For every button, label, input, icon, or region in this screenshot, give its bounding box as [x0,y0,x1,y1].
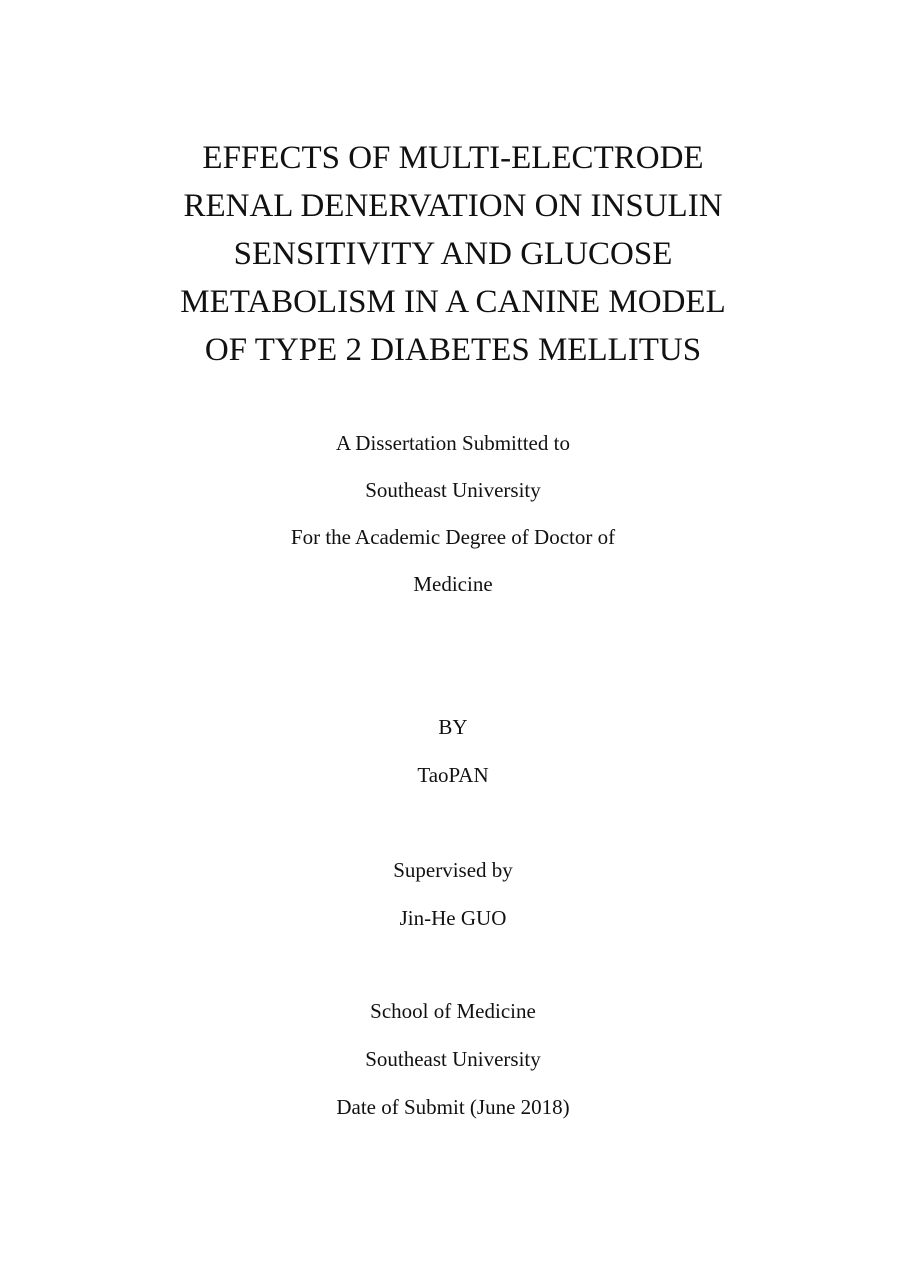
dissertation-university-line: Southeast University [365,478,541,502]
title-line-2: RENAL DENERVATION ON INSULIN [183,188,723,224]
submission-date: Date of Submit (June 2018) [336,1095,570,1119]
title-line-5: OF TYPE 2 DIABETES MELLITUS [204,332,702,368]
title-line-4: METABOLISM IN A CANINE MODEL [180,284,726,320]
title-line-3: SENSITIVITY AND GLUCOSE [233,236,673,272]
supervised-by-label: Supervised by [393,858,513,882]
title-line-1: EFFECTS OF MULTI-ELECTRODE [202,140,704,176]
university-name: Southeast University [365,1047,541,1071]
dissertation-field-line: Medicine [413,572,493,596]
dissertation-degree-line: For the Academic Degree of Doctor of [290,525,616,549]
dissertation-submitted-line: A Dissertation Submitted to [336,431,570,455]
school-name: School of Medicine [370,999,536,1023]
supervisor-name: Jin-He GUO [399,906,507,930]
author-name: TaoPAN [417,763,489,787]
by-label: BY [438,715,468,739]
